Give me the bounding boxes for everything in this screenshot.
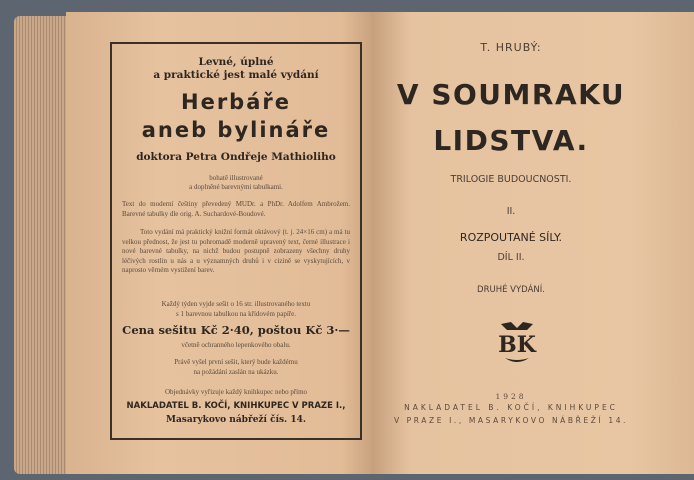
edition: DRUHÉ VYDÁNÍ. <box>477 285 545 295</box>
ad-address: Masarykovo nábřeží čís. 14. <box>166 415 306 425</box>
ad-line: Právě vyšel první sešit, který bude každému <box>174 358 298 366</box>
ad-line: bohatě illustrované <box>209 174 263 182</box>
title-line-1: V SOUMRAKU <box>396 78 626 111</box>
title-page <box>372 0 650 480</box>
ad-title: aneb bylináře <box>141 118 331 142</box>
volume: DÍL II. <box>497 252 525 263</box>
ad-line: a praktické jest malé vydání <box>153 69 319 81</box>
subtitle: TRILOGIE BUDOUCNOSTI. <box>450 174 572 185</box>
title-line-2: LIDSTVA. <box>433 124 589 157</box>
ad-price: Cena sešitu Kč 2·40, poštou Kč 3·— <box>122 323 350 337</box>
ad-line: Levné, úplné <box>198 56 274 68</box>
ad-line: Každý týden vyjde sešit o 16 str. illustrovaného textu <box>161 300 311 308</box>
ad-line: s 1 barevnou tabulkou na křídovém papíře. <box>176 310 296 318</box>
year: 1928 <box>495 392 527 401</box>
ad-publisher: NAKLADATEL B. KOČÍ, KNIHKUPEC V PRAZE I., <box>126 401 346 411</box>
ad-author: doktora Petra Ondřeje Mathioliho <box>136 151 336 163</box>
ad-title: Herbáře <box>181 90 291 114</box>
ad-line: včetně ochranného lepenkového obalu. <box>181 341 291 349</box>
publisher-logo <box>497 320 537 366</box>
ad-paragraph: Toto vydání má praktický knižní formát oktávový (t. j. 24×16 cm) a má tu velkou přednost, že jest tu pohromadě moderně upravený text, černé illustrace i nové barevné tabulky, na nichž budou postupně zobrazeny všechny druhy léčivých rostlin u nás a u významných druhů i v cizině se vyskytujících, v naprosto věrném vystižení barev. <box>122 228 350 275</box>
part-number: II. <box>506 206 516 217</box>
ad-line: a doplněné barevnými tabulkami. <box>189 183 283 191</box>
author: T. HRUBÝ: <box>480 41 542 54</box>
ad-paragraph: Text do moderní češtiny převedený MUDr. a PhDr. Adolfem Ambrožem. Barevné tabulky dle orig. A. Suchardové-Boudové. <box>122 200 350 218</box>
imprint-line-1: NAKLADATEL B. KOČÍ, KNIHKUPEC <box>404 403 618 412</box>
page-edges <box>14 16 74 474</box>
imprint-line-2: V PRAZE I., MASARYKOVO NÁBŘEŽÍ 14. <box>393 416 629 425</box>
ad-line: Objednávky vyřizuje každý knihkupec nebo přímo <box>164 388 308 396</box>
part-title: ROZPOUTANÉ SÍLY. <box>459 231 563 244</box>
svg-text:BK: BK <box>498 332 536 358</box>
advertisement-box <box>110 42 362 440</box>
ad-line: na požádání zaslán na ukázku. <box>193 368 279 376</box>
